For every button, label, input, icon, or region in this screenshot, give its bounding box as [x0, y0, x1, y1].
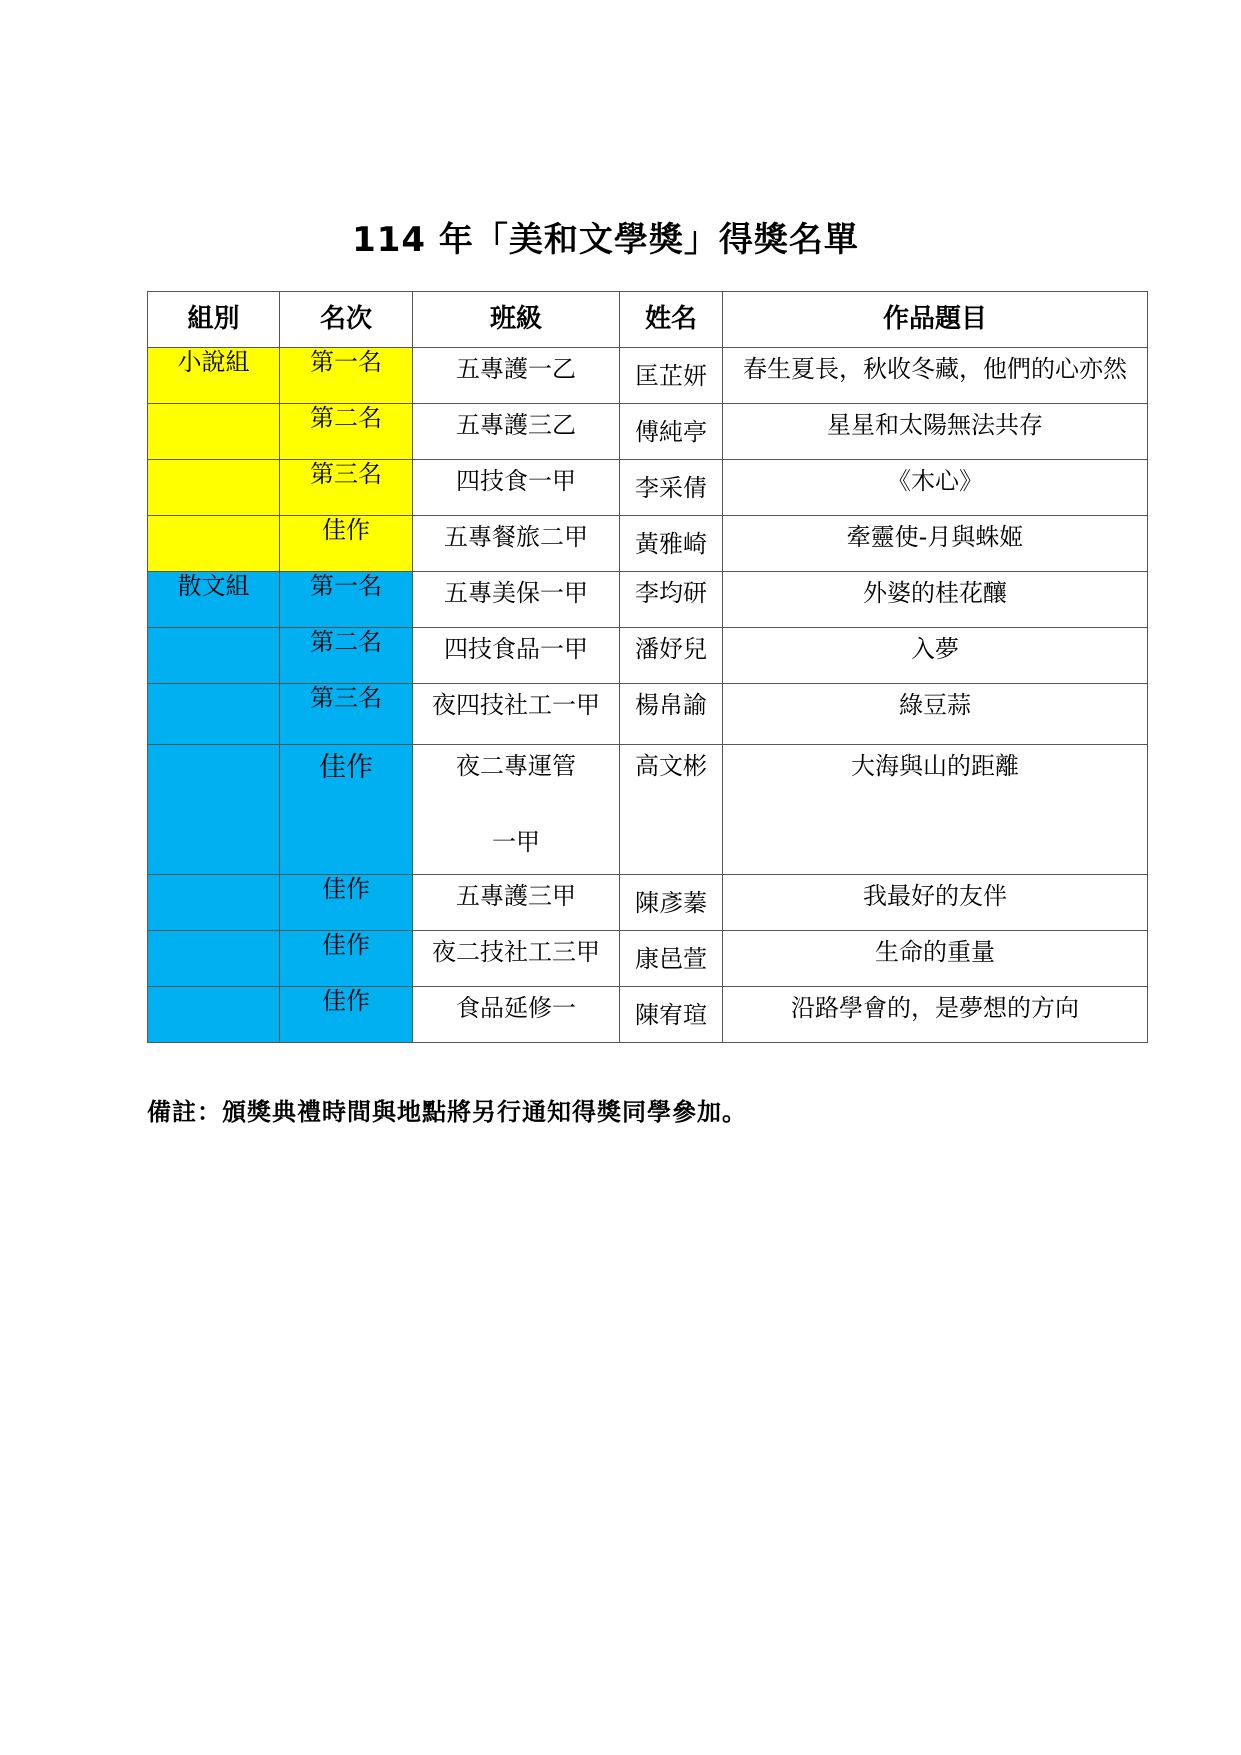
class-line-1: 夜二專運管 [456, 752, 576, 780]
rank-cell: 第二名 [280, 628, 413, 684]
group-cell [148, 516, 280, 572]
name-cell: 李采倩 [620, 460, 723, 516]
rank-cell: 佳作 [280, 987, 413, 1043]
name-cell: 高文彬 [620, 745, 723, 875]
rank-cell: 第一名 [280, 572, 413, 628]
class-cell: 五專護三乙 [413, 404, 620, 460]
footnote: 備註：頒獎典禮時間與地點將另行通知得獎同學參加。 [147, 1098, 747, 1126]
class-cell [413, 745, 620, 875]
table-row [148, 628, 1148, 684]
group-cell: 小說組 [148, 348, 280, 404]
table-row [148, 875, 1148, 931]
table-row [148, 404, 1148, 460]
class-cell: 五專美保一甲 [413, 572, 620, 628]
class-cell: 四技食品一甲 [413, 628, 620, 684]
work-cell: 春生夏長，秋收冬藏，他們的心亦然 [723, 348, 1148, 404]
group-cell: 散文組 [148, 572, 280, 628]
class-cell: 五專護三甲 [413, 875, 620, 931]
class-cell: 五專餐旅二甲 [413, 516, 620, 572]
work-cell: 外婆的桂花釀 [723, 572, 1148, 628]
name-cell: 陳宥瑄 [620, 987, 723, 1043]
table-row [148, 987, 1148, 1043]
class-cell: 夜二技社工三甲 [413, 931, 620, 987]
header-group: 組別 [148, 292, 280, 348]
header-rank: 名次 [280, 292, 413, 348]
rank-cell: 佳作 [280, 931, 413, 987]
table-header-row [148, 292, 1148, 348]
group-cell [148, 987, 280, 1043]
rank-cell: 第三名 [280, 460, 413, 516]
work-cell: 《木心》 [723, 460, 1148, 516]
table-row [148, 684, 1148, 745]
name-cell: 楊帛諭 [620, 684, 723, 745]
work-cell: 大海與山的距離 [723, 745, 1148, 875]
header-class: 班級 [413, 292, 620, 348]
group-cell [148, 404, 280, 460]
rank-cell: 佳作 [280, 745, 413, 875]
work-cell: 沿路學會的，是夢想的方向 [723, 987, 1148, 1043]
header-name: 姓名 [620, 292, 723, 348]
work-cell: 牽靈使-月與蛛姬 [723, 516, 1148, 572]
work-cell: 入夢 [723, 628, 1148, 684]
group-cell [148, 875, 280, 931]
rank-cell: 佳作 [280, 516, 413, 572]
group-cell [148, 460, 280, 516]
rank-cell: 第二名 [280, 404, 413, 460]
awards-table [147, 291, 1148, 1043]
name-cell: 陳彥蓁 [620, 875, 723, 931]
work-cell: 生命的重量 [723, 931, 1148, 987]
group-cell [148, 684, 280, 745]
table-row [148, 460, 1148, 516]
table-row [148, 931, 1148, 987]
table-row [148, 572, 1148, 628]
name-cell: 康邑萱 [620, 931, 723, 987]
table-row [148, 348, 1148, 404]
class-line-2: 一甲 [492, 827, 540, 856]
name-cell: 潘妤兒 [620, 628, 723, 684]
class-cell: 四技食一甲 [413, 460, 620, 516]
work-cell: 我最好的友伴 [723, 875, 1148, 931]
work-cell: 星星和太陽無法共存 [723, 404, 1148, 460]
rank-cell: 第一名 [280, 348, 413, 404]
work-cell: 綠豆蒜 [723, 684, 1148, 745]
class-cell: 夜四技社工一甲 [413, 684, 620, 745]
rank-cell: 第三名 [280, 684, 413, 745]
table-row [148, 745, 1148, 875]
page-title: 114 年「美和文學獎」得獎名單 [352, 220, 859, 260]
header-work: 作品題目 [723, 292, 1148, 348]
name-cell: 傅純亭 [620, 404, 723, 460]
group-cell [148, 745, 280, 875]
rank-cell: 佳作 [280, 875, 413, 931]
class-cell: 食品延修一 [413, 987, 620, 1043]
group-cell [148, 931, 280, 987]
table-row [148, 516, 1148, 572]
name-cell: 黃雅崎 [620, 516, 723, 572]
group-cell [148, 628, 280, 684]
name-cell: 匡芷妍 [620, 348, 723, 404]
name-cell: 李均研 [620, 572, 723, 628]
class-cell: 五專護一乙 [413, 348, 620, 404]
